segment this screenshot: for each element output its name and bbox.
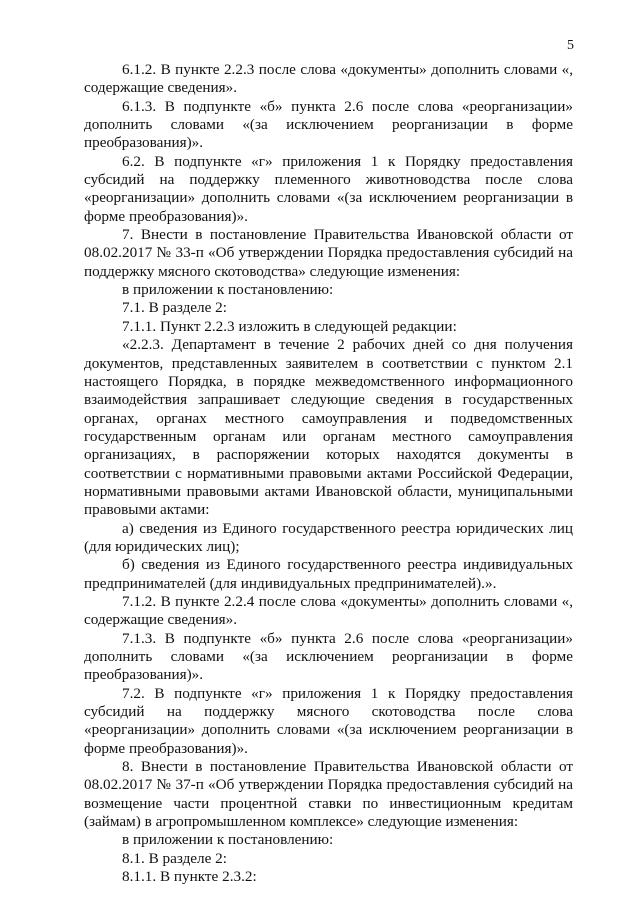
paragraph-7-1-2: 7.1.2. В пункте 2.2.4 после слова «документы» дополнить словами «, содержащие сведения». xyxy=(84,592,573,629)
page-number: 5 xyxy=(567,38,574,53)
paragraph-6-1-3: 6.1.3. В подпункте «б» пункта 2.6 после слова «реорганизации» дополнить словами «(за исключением реорганизации в форме преобразования)». xyxy=(84,97,573,152)
paragraph-6-2: 6.2. В подпункте «г» приложения 1 к Порядку предоставления субсидий на поддержку племенного животноводства после слова «реорганизации» дополнить словами «(за исключением реорганизации в форме преобразования)». xyxy=(84,152,573,225)
paragraph-7: 7. Внести в постановление Правительства Ивановской области от 08.02.2017 № 33-п «Об утверждении Порядка предоставления субсидий на поддержку мясного скотоводства» следующие изменения: xyxy=(84,226,573,280)
paragraph-7-1-3: 7.1.3. В подпункте «б» пункта 2.6 после слова «реорганизации» дополнить словами «(за исключением реорганизации в форме преобразования)». xyxy=(84,629,573,684)
paragraph-8-annex: в приложении к постановлению: xyxy=(122,831,334,849)
paragraph-item-b: б) сведения из Единого государственного реестра индивидуальных предпринимателей (для индивидуальных предпринимателей).». xyxy=(84,556,573,592)
paragraph-8-1: 8.1. В разделе 2: xyxy=(122,849,227,867)
paragraph-7-annex: в приложении к постановлению: xyxy=(122,281,334,299)
paragraph-item-a: а) сведения из Единого государственного реестра юридических лиц (для юридических лиц); xyxy=(84,519,573,555)
paragraph-6-1-2: 6.1.2. В пункте 2.2.3 после слова «документы» дополнить словами «, содержащие сведения». xyxy=(84,61,573,97)
paragraph-8: 8. Внести в постановление Правительства Ивановской области от 08.02.2017 № 37-п «Об утверждении Порядка предоставления субсидий на возмещение части процентной ставки по инвестиционным кредитам (займам) в агропромышленном комплексе» следующие изменения: xyxy=(84,758,573,831)
paragraph-7-1: 7.1. В разделе 2: xyxy=(122,299,227,317)
paragraph-2-2-3-quote: «2.2.3. Департамент в течение 2 рабочих дней со дня получения документов, представленных заявителем в соответствии с пунктом 2.1 настоящего Порядка, в порядке межведомственного информационного взаимодействия запрашивает следующие сведения в государственных органах, органах местного самоуправления и подведомственных государственным органам или органам местного самоуправления организациях, в распоряжении которых находятся документы в соответствии с нормативными правовыми актами Российской Федерации, нормативными правовыми актами Ивановской области, муниципальными правовыми актами: xyxy=(84,336,573,519)
paragraph-8-1-1: 8.1.1. В пункте 2.3.2: xyxy=(122,868,257,886)
document-body xyxy=(84,61,573,886)
paragraph-7-2: 7.2. В подпункте «г» приложения 1 к Порядку предоставления субсидий на поддержку мясного скотоводства после слова «реорганизации» дополнить словами «(за исключением реорганизации в форме преобразования)». xyxy=(84,684,573,757)
paragraph-7-1-1: 7.1.1. Пункт 2.2.3 изложить в следующей редакции: xyxy=(122,317,457,335)
